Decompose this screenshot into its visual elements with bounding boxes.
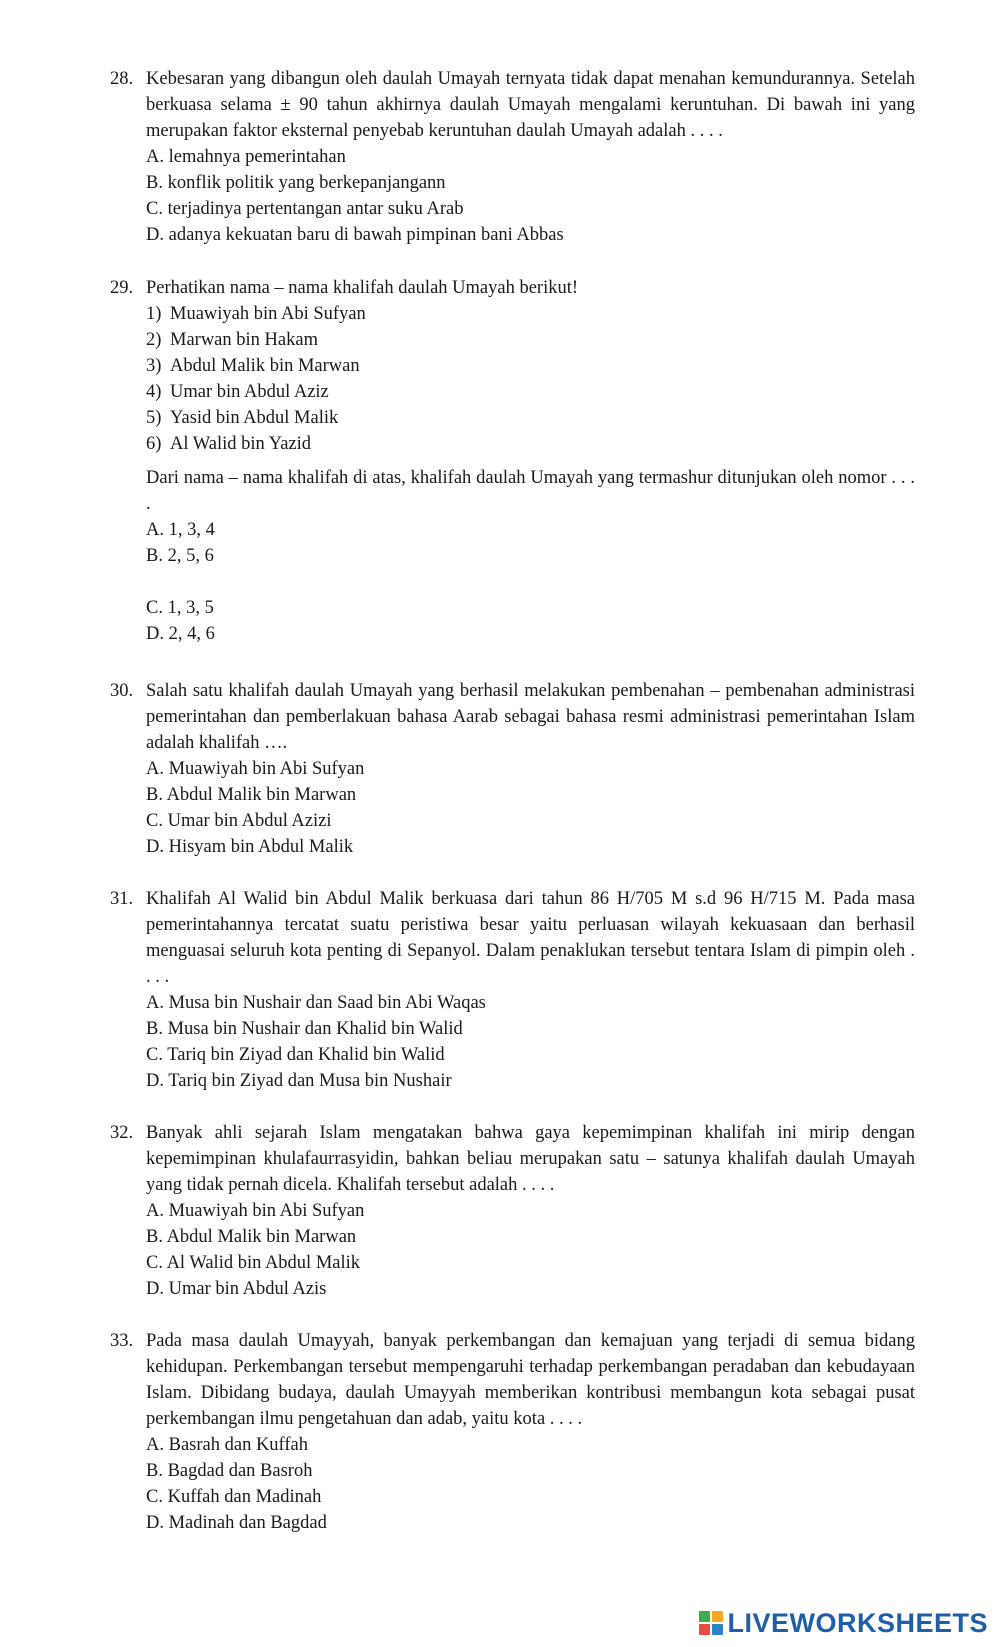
list-item	[146, 327, 915, 353]
option-b[interactable]: B. konflik politik yang berkepanjangann	[146, 173, 446, 193]
option-c[interactable]: C. Al Walid bin Abdul Malik	[146, 1253, 361, 1273]
question-number: 31.	[110, 889, 134, 909]
question-number: 32.	[110, 1123, 134, 1143]
question-sub-stem: Dari nama – nama khalifah di atas, khalifah daulah Umayah yang termashur ditunjukan oleh nomor . . . .	[146, 468, 915, 514]
question-30	[110, 678, 915, 860]
question-number: 33.	[110, 1331, 134, 1351]
list-text: Yasid bin Abdul Malik	[170, 408, 339, 428]
list-number: 2)	[146, 330, 162, 350]
liveworksheets-logo[interactable]	[699, 1609, 988, 1637]
option-b[interactable]: B. Abdul Malik bin Marwan	[146, 1227, 357, 1247]
list-number: 4)	[146, 382, 162, 402]
question-stem: Kebesaran yang dibangun oleh daulah Umayah ternyata tidak dapat menahan kemundurannya. Setelah berkuasa selama ± 90 tahun akhirnya daulah Umayah mengalami keruntuhan. Di bawah ini yang merupakan faktor eksternal penyebab keruntuhan daulah Umayah adalah . . . .	[146, 69, 915, 141]
option-d[interactable]: D. Umar bin Abdul Azis	[146, 1279, 327, 1299]
question-stem: Pada masa daulah Umayyah, banyak perkembangan dan kemajuan yang terjadi di semua bidang kehidupan. Perkembangan tersebut mempengaruhi terhadap perkembangan peradaban dan kebudayaan Islam. Dibidang budaya, daulah Umayyah memberikan kontribusi membangun kota sebagai pusat perkembangan ilmu pengetahuan dan adab, yaitu kota . . . .	[146, 1331, 915, 1429]
option-c[interactable]: C. Kuffah dan Madinah	[146, 1487, 322, 1507]
option-a[interactable]: A. Muawiyah bin Abi Sufyan	[146, 759, 365, 779]
option-a[interactable]: A. lemahnya pemerintahan	[146, 147, 346, 167]
option-d[interactable]: D. 2, 4, 6	[146, 624, 215, 644]
option-d[interactable]: D. adanya kekuatan baru di bawah pimpinan bani Abbas	[146, 225, 564, 245]
option-b[interactable]: B. Musa bin Nushair dan Khalid bin Walid	[146, 1019, 463, 1039]
option-b[interactable]: B. Abdul Malik bin Marwan	[146, 785, 357, 805]
question-stem: Banyak ahli sejarah Islam mengatakan bahwa gaya kepemimpinan khalifah ini mirip dengan kepemimpinan khulafaurrasyidin, bahkan beliau merupakan satu – satunya khalifah daulah Umayah yang tidak pernah dicela. Khalifah tersebut adalah . . . .	[146, 1123, 915, 1195]
question-stem: Salah satu khalifah daulah Umayah yang berhasil melakukan pembenahan – pembenahan administrasi pemerintahan dan pemberlakuan bahasa Aarab sebagai bahasa resmi administrasi pemerintahan Islam adalah khalifah ….	[146, 681, 915, 753]
option-d[interactable]: D. Tariq bin Ziyad dan Musa bin Nushair	[146, 1071, 452, 1091]
option-c[interactable]: C. terjadinya pertentangan antar suku Arab	[146, 199, 464, 219]
option-b[interactable]: B. 2, 5, 6	[146, 546, 214, 566]
list-number: 3)	[146, 356, 162, 376]
list-number: 1)	[146, 304, 162, 324]
list-item	[146, 301, 915, 327]
question-31	[110, 886, 915, 1094]
question-32	[110, 1120, 915, 1302]
spacer	[146, 569, 915, 595]
option-a[interactable]: A. Basrah dan Kuffah	[146, 1435, 309, 1455]
list-text: Umar bin Abdul Aziz	[170, 382, 329, 402]
question-33	[110, 1328, 915, 1536]
list-number: 6)	[146, 434, 162, 454]
list-text: Abdul Malik bin Marwan	[170, 356, 360, 376]
list-item	[146, 405, 915, 431]
option-d[interactable]: D. Madinah dan Bagdad	[146, 1513, 327, 1533]
option-a[interactable]: A. 1, 3, 4	[146, 520, 215, 540]
question-29	[110, 275, 915, 647]
option-c[interactable]: C. Tariq bin Ziyad dan Khalid bin Walid	[146, 1045, 445, 1065]
option-c[interactable]: C. 1, 3, 5	[146, 598, 214, 618]
question-number: 30.	[110, 681, 134, 701]
list-item	[146, 431, 915, 457]
list-text: Marwan bin Hakam	[170, 330, 318, 350]
question-stem: Khalifah Al Walid bin Abdul Malik berkuasa dari tahun 86 H/705 M s.d 96 H/715 M. Pada masa pemerintahannya tercatat suatu peristiwa besar yaitu perluasan wilayah kekuasaan dan berhasil menguasai seluruh kota penting di Sepanyol. Dalam penaklukan tersebut tentara Islam di pimpin oleh . . . .	[146, 889, 915, 987]
option-a[interactable]: A. Muawiyah bin Abi Sufyan	[146, 1201, 365, 1221]
list-text: Muawiyah bin Abi Sufyan	[170, 304, 366, 324]
question-number: 29.	[110, 278, 134, 298]
list-number: 5)	[146, 408, 162, 428]
question-number: 28.	[110, 69, 134, 89]
option-d[interactable]: D. Hisyam bin Abdul Malik	[146, 837, 354, 857]
option-b[interactable]: B. Bagdad dan Basroh	[146, 1461, 313, 1481]
list-item	[146, 353, 915, 379]
option-a[interactable]: A. Musa bin Nushair dan Saad bin Abi Waqas	[146, 993, 486, 1013]
list-item	[146, 379, 915, 405]
logo-text: LIVEWORKSHEETS	[727, 1607, 988, 1638]
question-stem: Perhatikan nama – nama khalifah daulah Umayah berikut!	[146, 278, 579, 298]
logo-grid-icon	[699, 1611, 723, 1635]
list-text: Al Walid bin Yazid	[170, 434, 312, 454]
question-28	[110, 66, 915, 248]
option-c[interactable]: C. Umar bin Abdul Azizi	[146, 811, 332, 831]
